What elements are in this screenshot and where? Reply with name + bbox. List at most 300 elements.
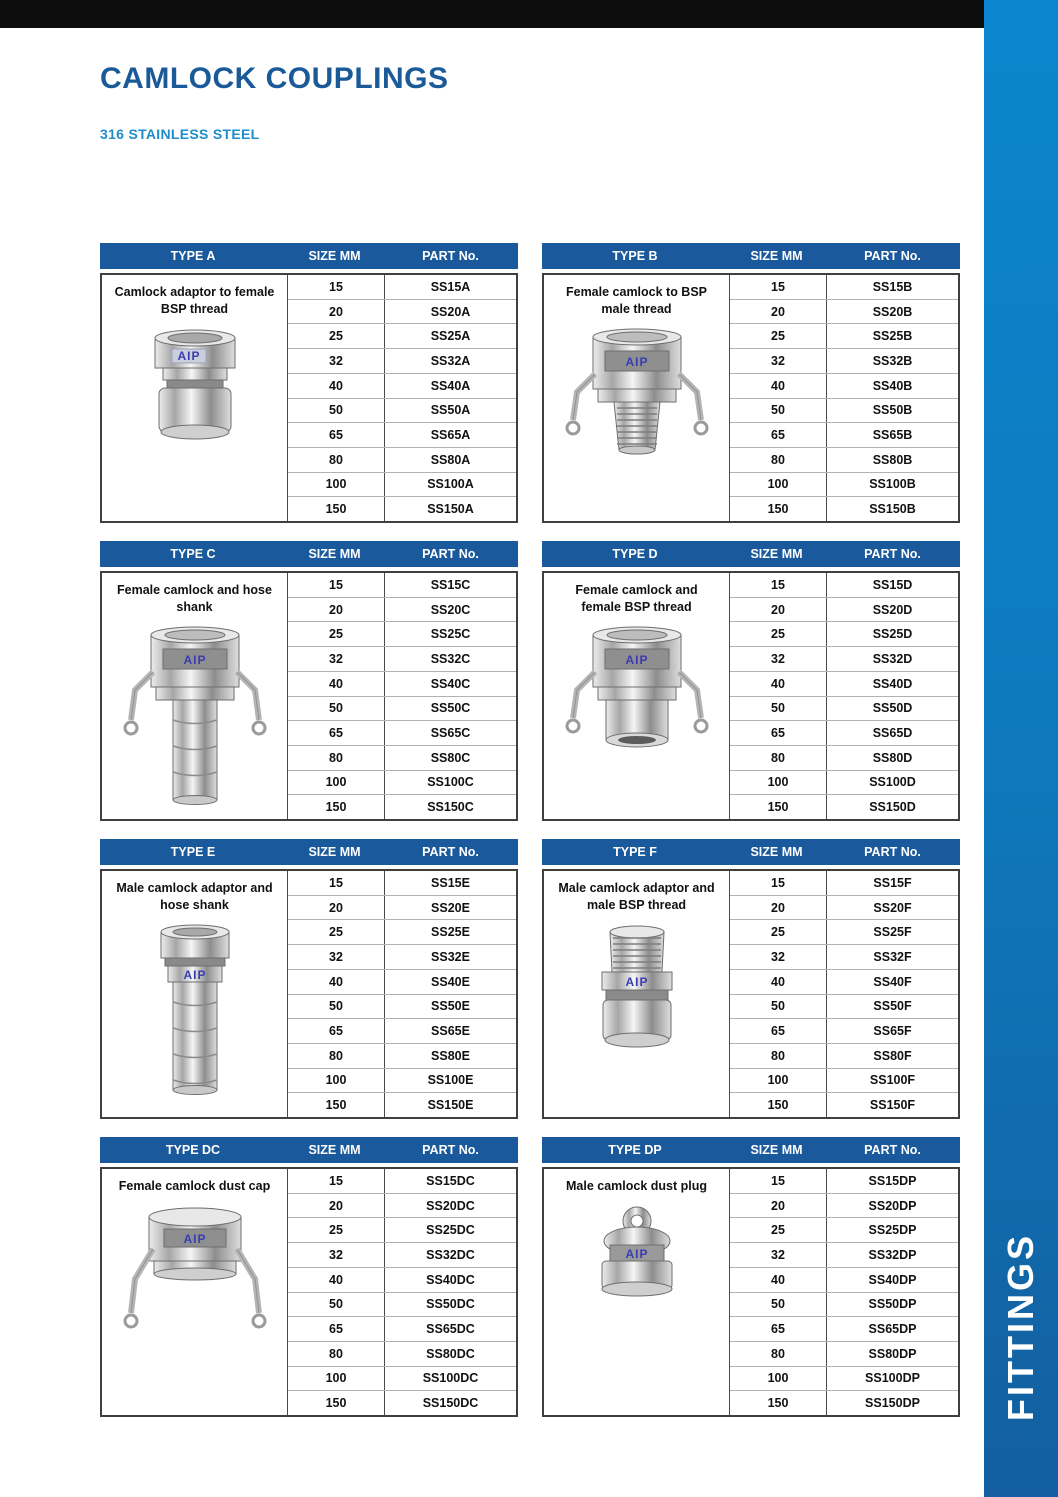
table-row (288, 970, 516, 995)
table-row (288, 995, 516, 1020)
part-number-cell: SS25F (873, 925, 912, 940)
table-row (730, 721, 958, 746)
svg-text:AIP: AIP (624, 354, 649, 369)
size-cell: 15 (730, 871, 827, 895)
size-part-rows (288, 573, 516, 819)
size-cell: 20 (730, 598, 827, 622)
part-number-cell: SS150F (869, 1098, 916, 1113)
part-number-cell: SS100A (427, 477, 474, 492)
size-cell: 32 (288, 945, 385, 969)
size-cell: 80 (730, 448, 827, 472)
part-number-cell: SS20DC (426, 1198, 475, 1213)
table-row (730, 1293, 958, 1318)
description-cell (544, 275, 730, 521)
type-d-coupling-photo (554, 622, 719, 802)
svg-text:AIP: AIP (624, 974, 649, 989)
part-number-cell: SS50DP (868, 1297, 917, 1312)
table-row (730, 1019, 958, 1044)
size-cell: 100 (730, 771, 827, 795)
size-cell: 150 (730, 497, 827, 521)
table-header-bar (100, 839, 518, 865)
table-row (730, 349, 958, 374)
table-row (730, 920, 958, 945)
table-row (730, 995, 958, 1020)
table-row (730, 399, 958, 424)
size-cell: 25 (730, 622, 827, 646)
table-type-label: TYPE DC (165, 1143, 221, 1157)
part-number-cell: SS20A (430, 304, 471, 319)
size-cell: 20 (288, 598, 385, 622)
size-cell: 150 (288, 795, 385, 819)
size-cell: 150 (288, 1391, 385, 1415)
table-row (288, 1218, 516, 1243)
size-cell: 80 (288, 1044, 385, 1068)
size-cell: 32 (288, 1243, 385, 1267)
table-row (730, 300, 958, 325)
fittings-sidebar (984, 0, 1058, 1497)
size-column-header: SIZE MM (750, 249, 803, 263)
part-number-cell: SS32D (872, 651, 913, 666)
type-dc-coupling-photo (112, 1201, 277, 1371)
size-part-rows (288, 871, 516, 1117)
type-dp-coupling-photo (554, 1201, 719, 1356)
part-number-cell: SS32DC (426, 1247, 475, 1262)
table-row (288, 1169, 516, 1194)
table-row (288, 1093, 516, 1117)
description-cell (102, 1169, 288, 1415)
part-number-cell: SS15F (873, 875, 912, 890)
part-number-cell: SS15C (430, 577, 471, 592)
size-cell: 40 (730, 374, 827, 398)
table-row (288, 1367, 516, 1392)
table-row (288, 1342, 516, 1367)
description-cell (102, 275, 288, 521)
part-number-cell: SS150D (869, 800, 916, 815)
size-cell: 32 (288, 647, 385, 671)
size-cell: 80 (730, 1342, 827, 1366)
size-cell: 40 (730, 672, 827, 696)
part-number-cell: SS32F (873, 949, 912, 964)
part-number-cell: SS20F (873, 900, 912, 915)
table-row (288, 771, 516, 796)
product-description: Female camlock and female BSP thread (575, 583, 698, 614)
size-cell: 150 (288, 497, 385, 521)
part-number-cell: SS25E (431, 925, 470, 940)
table-row (730, 1069, 958, 1094)
part-number-cell: SS150DP (865, 1396, 920, 1411)
table-row (730, 1391, 958, 1415)
part-number-cell: SS100F (869, 1073, 916, 1088)
table-row (730, 473, 958, 498)
size-column-header: SIZE MM (750, 547, 803, 561)
size-cell: 50 (730, 1293, 827, 1317)
size-cell: 32 (730, 945, 827, 969)
size-column-header: SIZE MM (750, 1143, 803, 1157)
size-column-header: SIZE MM (308, 547, 361, 561)
part-number-cell: SS15DP (868, 1173, 917, 1188)
part-number-cell: SS65D (872, 726, 913, 741)
table-header-bar (542, 1137, 960, 1163)
size-cell: 20 (730, 300, 827, 324)
part-number-cell: SS150C (427, 800, 474, 815)
part-number-cell: SS20C (430, 602, 471, 617)
size-part-rows (730, 1169, 958, 1415)
size-cell: 150 (730, 1093, 827, 1117)
product-description: Female camlock dust cap (118, 1179, 271, 1193)
size-cell: 15 (288, 1169, 385, 1193)
part-number-cell: SS40F (873, 974, 912, 989)
table-row (288, 1391, 516, 1415)
size-column-header: SIZE MM (308, 845, 361, 859)
tables-grid (100, 243, 960, 1417)
table-row (288, 1019, 516, 1044)
part-number-cell: SS25A (430, 329, 471, 344)
table-body (542, 273, 960, 523)
part-number-cell: SS25DC (426, 1223, 475, 1238)
description-cell (102, 871, 288, 1117)
size-cell: 15 (288, 275, 385, 299)
part-number-cell: SS50DC (426, 1297, 475, 1312)
svg-text:AIP: AIP (176, 348, 201, 363)
part-number-cell: SS150B (869, 502, 916, 517)
part-number-cell: SS20D (872, 602, 913, 617)
table-header-bar (100, 1137, 518, 1163)
table-row (730, 672, 958, 697)
table-row (288, 647, 516, 672)
size-cell: 20 (730, 1194, 827, 1218)
size-cell: 100 (288, 771, 385, 795)
part-column-header: PART No. (864, 249, 921, 263)
description-cell (544, 1169, 730, 1415)
table-type-label: TYPE F (613, 845, 657, 859)
size-cell: 40 (730, 970, 827, 994)
table-header-bar (542, 839, 960, 865)
size-cell: 15 (288, 871, 385, 895)
part-number-cell: SS100DP (865, 1371, 920, 1386)
part-number-cell: SS50D (872, 701, 913, 716)
table-row (288, 1317, 516, 1342)
size-cell: 80 (288, 1342, 385, 1366)
table-row (730, 573, 958, 598)
table-row (730, 1093, 958, 1117)
table-row (288, 324, 516, 349)
size-cell: 100 (288, 1069, 385, 1093)
type-a-coupling-photo (112, 324, 277, 499)
table-row (730, 771, 958, 796)
table-row (730, 374, 958, 399)
table-row (730, 1044, 958, 1069)
size-cell: 40 (288, 672, 385, 696)
size-cell: 32 (730, 647, 827, 671)
part-number-cell: SS100DC (422, 1371, 479, 1386)
part-number-cell: SS15E (431, 875, 470, 890)
part-number-cell: SS15DC (426, 1173, 475, 1188)
table-row (730, 497, 958, 521)
part-number-cell: SS150A (427, 502, 474, 517)
table-row (288, 697, 516, 722)
size-cell: 150 (730, 795, 827, 819)
table-row (288, 672, 516, 697)
size-cell: 150 (730, 1391, 827, 1415)
size-cell: 50 (730, 995, 827, 1019)
table-row (288, 1044, 516, 1069)
size-cell: 20 (288, 300, 385, 324)
table-row (288, 423, 516, 448)
part-column-header: PART No. (864, 547, 921, 561)
size-cell: 65 (288, 721, 385, 745)
part-number-cell: SS15A (430, 279, 471, 294)
table-row (288, 795, 516, 819)
table-row (730, 448, 958, 473)
size-cell: 80 (730, 746, 827, 770)
part-number-cell: SS100E (427, 1073, 474, 1088)
part-number-cell: SS25D (872, 627, 913, 642)
part-number-cell: SS80A (430, 452, 471, 467)
size-cell: 20 (288, 1194, 385, 1218)
table-row (730, 275, 958, 300)
part-number-cell: SS80DP (868, 1346, 917, 1361)
table-type-label: TYPE A (170, 249, 216, 263)
size-part-rows (730, 275, 958, 521)
table-row (730, 1169, 958, 1194)
part-number-cell: SS32C (430, 651, 471, 666)
size-cell: 25 (288, 920, 385, 944)
table-row (288, 896, 516, 921)
size-cell: 65 (288, 1317, 385, 1341)
size-cell: 40 (730, 1268, 827, 1292)
table-row (730, 647, 958, 672)
size-cell: 100 (730, 1367, 827, 1391)
table-row (730, 795, 958, 819)
size-part-rows (288, 275, 516, 521)
part-column-header: PART No. (422, 845, 479, 859)
part-number-cell: SS20DP (868, 1198, 917, 1213)
table-row (288, 349, 516, 374)
part-number-cell: SS65B (872, 428, 913, 443)
size-cell: 25 (730, 1218, 827, 1242)
table-type-label: TYPE C (170, 547, 216, 561)
page-subtitle: 316 STAINLESS STEEL (100, 126, 260, 142)
part-column-header: PART No. (422, 249, 479, 263)
product-description: Female camlock and hose shank (117, 583, 272, 614)
table-row (730, 945, 958, 970)
type-f-coupling-photo (554, 920, 719, 1100)
table-row (730, 1243, 958, 1268)
size-column-header: SIZE MM (750, 845, 803, 859)
description-cell (544, 573, 730, 819)
part-number-cell: SS150DC (422, 1396, 479, 1411)
part-number-cell: SS80E (431, 1048, 470, 1063)
size-column-header: SIZE MM (308, 1143, 361, 1157)
part-number-cell: SS65E (431, 1024, 470, 1039)
size-cell: 40 (288, 374, 385, 398)
table-row (730, 871, 958, 896)
table-body (100, 869, 518, 1119)
part-number-cell: SS50F (873, 999, 912, 1014)
size-cell: 20 (730, 896, 827, 920)
size-cell: 150 (288, 1093, 385, 1117)
table-type-label: TYPE E (170, 845, 216, 859)
size-cell: 100 (730, 473, 827, 497)
size-part-rows (730, 573, 958, 819)
size-cell: 15 (730, 573, 827, 597)
top-black-bar (0, 0, 985, 28)
page-title: CAMLOCK COUPLINGS (100, 62, 449, 95)
part-number-cell: SS150E (427, 1098, 474, 1113)
part-number-cell: SS100C (427, 775, 474, 790)
size-cell: 65 (730, 1317, 827, 1341)
table-row (288, 374, 516, 399)
size-cell: 25 (730, 920, 827, 944)
size-cell: 65 (288, 423, 385, 447)
table-row (730, 598, 958, 623)
part-number-cell: SS32DP (868, 1247, 917, 1262)
part-number-cell: SS32A (430, 353, 471, 368)
size-cell: 25 (730, 324, 827, 348)
table-row (288, 945, 516, 970)
table-row (288, 622, 516, 647)
part-number-cell: SS65DP (868, 1322, 917, 1337)
svg-text:AIP: AIP (624, 652, 649, 667)
description-cell (102, 573, 288, 819)
size-cell: 65 (730, 1019, 827, 1043)
table-row (730, 970, 958, 995)
size-cell: 32 (288, 349, 385, 373)
size-cell: 40 (288, 970, 385, 994)
type-b-coupling-photo (554, 324, 719, 504)
table-body (100, 571, 518, 821)
size-cell: 15 (288, 573, 385, 597)
table-type-label: TYPE DP (608, 1143, 662, 1157)
table-row (288, 746, 516, 771)
part-number-cell: SS40DP (868, 1272, 917, 1287)
part-number-cell: SS15D (872, 577, 913, 592)
part-number-cell: SS80F (873, 1048, 912, 1063)
part-number-cell: SS80D (872, 750, 913, 765)
table-row (730, 1268, 958, 1293)
table-row (288, 1069, 516, 1094)
size-cell: 50 (730, 697, 827, 721)
table-body (542, 869, 960, 1119)
svg-text:AIP: AIP (624, 1246, 649, 1261)
fittings-sidebar-label: FITTINGS (1000, 1233, 1041, 1421)
size-cell: 20 (288, 896, 385, 920)
svg-text:AIP: AIP (182, 1231, 207, 1246)
part-number-cell: SS25C (430, 627, 471, 642)
part-number-cell: SS65A (430, 428, 471, 443)
part-number-cell: SS40E (431, 974, 470, 989)
part-column-header: PART No. (422, 547, 479, 561)
size-cell: 100 (288, 1367, 385, 1391)
product-description: Male camlock adaptor and hose shank (116, 881, 273, 912)
product-table (542, 243, 960, 523)
table-row (288, 721, 516, 746)
part-number-cell: SS40C (430, 676, 471, 691)
product-description: Male camlock adaptor and male BSP thread (558, 881, 715, 912)
table-row (288, 1268, 516, 1293)
svg-text:AIP: AIP (182, 967, 207, 982)
table-row (288, 497, 516, 521)
table-row (730, 1317, 958, 1342)
size-cell: 15 (730, 1169, 827, 1193)
part-number-cell: SS40D (872, 676, 913, 691)
part-column-header: PART No. (864, 1143, 921, 1157)
part-number-cell: SS100B (869, 477, 916, 492)
size-cell: 100 (288, 473, 385, 497)
size-column-header: SIZE MM (308, 249, 361, 263)
size-cell: 25 (288, 1218, 385, 1242)
size-cell: 25 (288, 324, 385, 348)
table-row (288, 1243, 516, 1268)
table-row (730, 746, 958, 771)
table-header-bar (100, 243, 518, 269)
size-cell: 32 (730, 349, 827, 373)
table-header-bar (542, 541, 960, 567)
part-number-cell: SS40DC (426, 1272, 475, 1287)
table-header-bar (542, 243, 960, 269)
part-number-cell: SS50E (431, 999, 470, 1014)
table-type-label: TYPE B (612, 249, 658, 263)
table-row (730, 697, 958, 722)
table-row (288, 598, 516, 623)
part-number-cell: SS32B (872, 353, 913, 368)
table-row (288, 300, 516, 325)
product-description: Camlock adaptor to female BSP thread (114, 285, 275, 316)
table-body (100, 1167, 518, 1417)
part-number-cell: SS25DP (868, 1223, 917, 1238)
table-row (730, 622, 958, 647)
product-description: Male camlock dust plug (565, 1179, 707, 1193)
size-cell: 50 (288, 1293, 385, 1317)
table-row (288, 920, 516, 945)
table-row (288, 275, 516, 300)
part-number-cell: SS32E (431, 949, 470, 964)
part-column-header: PART No. (422, 1143, 479, 1157)
table-row (288, 399, 516, 424)
table-row (288, 1293, 516, 1318)
product-table (100, 839, 518, 1119)
table-row (730, 1218, 958, 1243)
size-cell: 40 (288, 1268, 385, 1292)
part-number-cell: SS15B (872, 279, 913, 294)
part-number-cell: SS80C (430, 750, 471, 765)
table-body (542, 571, 960, 821)
part-number-cell: SS80B (872, 452, 913, 467)
product-table (100, 1137, 518, 1417)
part-number-cell: SS80DC (426, 1346, 475, 1361)
table-row (730, 1194, 958, 1219)
size-cell: 65 (730, 721, 827, 745)
table-row (730, 324, 958, 349)
table-row (288, 573, 516, 598)
table-row (288, 448, 516, 473)
size-part-rows (288, 1169, 516, 1415)
size-cell: 100 (730, 1069, 827, 1093)
part-number-cell: SS100D (869, 775, 916, 790)
size-cell: 32 (730, 1243, 827, 1267)
part-number-cell: SS65DC (426, 1322, 475, 1337)
size-cell: 50 (288, 399, 385, 423)
size-cell: 65 (288, 1019, 385, 1043)
size-cell: 50 (288, 697, 385, 721)
product-description: Female camlock to BSP male thread (565, 285, 708, 316)
table-header-bar (100, 541, 518, 567)
size-cell: 15 (730, 275, 827, 299)
size-cell: 65 (730, 423, 827, 447)
size-cell: 25 (288, 622, 385, 646)
size-cell: 50 (288, 995, 385, 1019)
svg-text:AIP: AIP (182, 652, 207, 667)
